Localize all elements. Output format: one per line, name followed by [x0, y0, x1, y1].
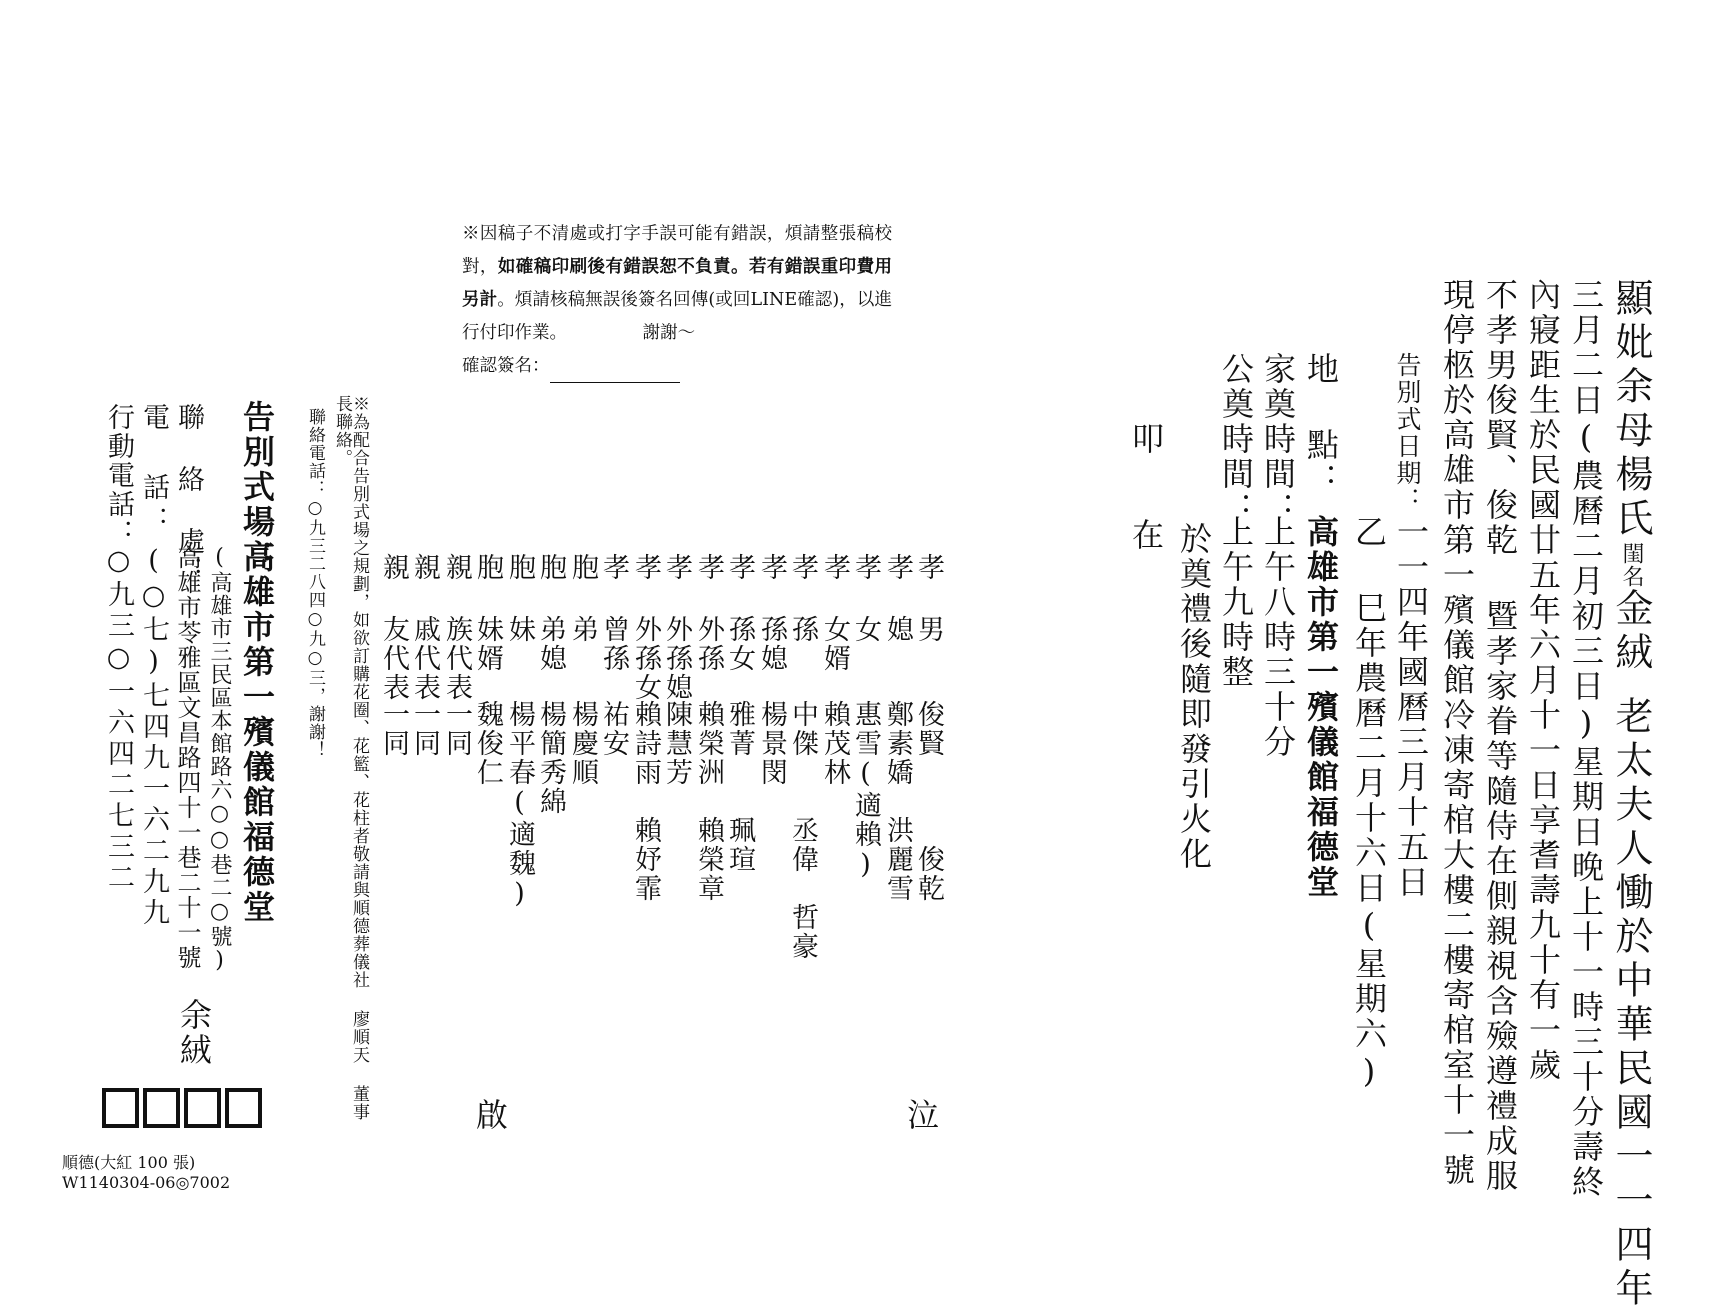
main-col-2: 三月二日(農曆二月初三日)星期日晚上十一時三十分壽終 [1567, 278, 1605, 1200]
notice-bold-text: 如確稿印刷後有錯誤恕不負責。若有錯誤重印費用另計 [462, 257, 893, 310]
venue-address: (高雄市三民區本館路六○○巷二○號) [207, 545, 232, 974]
notice-text-2: 。煩請核稿無誤後簽名回傳(或回LINE確認)，以進行付印作業。 [462, 290, 893, 343]
footer-line-2: W1140304-06◎7002 [62, 1173, 231, 1192]
family-rite-label: 家奠時間： [1259, 352, 1297, 527]
relative-role: 孝 外孫女 [630, 553, 661, 702]
venue-label: 告別式場： [238, 400, 276, 575]
qi-char: 泣 [902, 1098, 940, 1133]
notice-thanks: 謝謝～ [642, 323, 696, 343]
relative-names: 楊慶順 [567, 700, 598, 787]
relative-role: 孝 曾孫 [598, 553, 629, 673]
relative-role: 孝 外孫媳 [661, 553, 692, 702]
funeral-date-label: 告別式日期： [1393, 352, 1422, 514]
signature-box[interactable] [102, 1088, 139, 1128]
signature-box[interactable] [143, 1088, 180, 1128]
relative-role: 孝 男 [913, 553, 944, 644]
relative-names: 賴茂林 [819, 700, 850, 787]
relative-names: 賴榮洲 賴榮章 [693, 700, 724, 903]
lunar-date: 乙 巳年農曆二月十六日(星期六) [1350, 515, 1388, 1093]
relative-role: 孝 孫媳 [756, 553, 787, 673]
cremation-note: 於奠禮後隨即發引火化 [1175, 522, 1213, 872]
funeral-date-value: 一一四年國曆三月十五日 [1392, 515, 1430, 900]
relative-names: 魏俊仁 [472, 700, 503, 787]
proofread-notice [462, 218, 892, 383]
col1-part-a: 顯妣余母楊氏 [1609, 278, 1653, 542]
relative-role: 孝 外孫 [693, 553, 724, 673]
confirm-signature-label: 確認簽名： [462, 356, 550, 376]
flower-order-note: ※為配合告別式場之規劃，如欲訂購花圈、花籃、花柱者敬請與順德葬儀社 廖順天 董事長聯絡。 [332, 395, 369, 1121]
relative-role: 胞 妹婿 [472, 553, 503, 673]
relative-names: 賴詩雨 賴妤霏 [630, 700, 661, 903]
qi2-char: 啟 [471, 1098, 509, 1133]
main-col-4: 不孝男俊賢、俊乾 暨孝家眷等隨侍在側親視含殮遵禮成服 [1481, 278, 1519, 1194]
relative-names: 祐安 [598, 700, 629, 758]
main-col-3: 內寢距生於民國廿五年六月十一日享耆壽九十有一歲 [1524, 278, 1562, 1083]
mobile-value: ○九三○一六四二七三二 [103, 545, 134, 894]
confirm-signature-field[interactable] [550, 364, 680, 383]
signer-name: 余絨 [175, 998, 213, 1068]
contact-label: 聯 絡 處： [173, 403, 204, 585]
relative-role: 親 族代表 [441, 553, 472, 702]
relative-names: 一同 [409, 700, 440, 758]
relative-role: 孝 孫 [787, 553, 818, 644]
relative-names: 雅菁 珮瑄 [724, 700, 755, 874]
phone-label: 電 話： [138, 403, 169, 539]
place-value: 高雄市第一殯儀館福德堂 [1302, 515, 1340, 900]
kou-char: 叩 [1127, 422, 1165, 457]
relative-role: 孝 女 [850, 553, 881, 644]
relative-names: 楊簡秀綿 [535, 700, 566, 816]
relative-role: 胞 弟媳 [535, 553, 566, 673]
col1-part-c: 老太夫人慟於中華民國一一四年 [1609, 696, 1653, 1312]
flower-order-phone: 聯絡電話：○九三二八四○九○三，謝謝！ [305, 408, 325, 759]
public-rite-label: 公奠時間： [1217, 352, 1255, 527]
place-label: 地 點： [1302, 352, 1340, 498]
relative-names: 一同 [441, 700, 472, 758]
family-rite-value: 上午八時三十分 [1259, 515, 1297, 760]
relative-names: 惠雪(適賴) [850, 700, 881, 882]
main-col-5: 現停柩於高雄市第一殯儀館冷凍寄棺大樓二樓寄棺室十一號 [1438, 278, 1476, 1188]
relative-names: 鄭素嬌 洪麗雪 [882, 700, 913, 903]
mobile-label: 行動電話： [103, 403, 134, 548]
phone-value: (○七)七四九一六二九九 [138, 545, 169, 929]
main-col-1 [1609, 278, 1653, 1312]
relative-role: 胞 妹 [504, 553, 535, 644]
col1-part-b: 金絨 [1609, 588, 1653, 676]
relative-role: 胞 弟 [567, 553, 598, 644]
public-rite-value: 上午九時整 [1217, 515, 1255, 690]
relative-names: 俊賢 俊乾 [913, 700, 944, 903]
signature-box[interactable] [184, 1088, 221, 1128]
col1-small: 閨名 [1619, 542, 1644, 588]
relative-names: 一同 [378, 700, 409, 758]
relative-names: 陳慧芳 [661, 700, 692, 787]
zai-char: 在 [1127, 518, 1165, 553]
relative-role: 孝 媳 [882, 553, 913, 644]
relative-names: 楊景閔 [756, 700, 787, 787]
relative-role: 孝 女婿 [819, 553, 850, 673]
relative-role: 孝 孫女 [724, 553, 755, 673]
footer-line-1: 順德(大紅 100 張) [62, 1153, 196, 1172]
signature-boxes [102, 1088, 262, 1128]
contact-address: 高雄市苓雅區文昌路四十一巷二十一號 [173, 545, 201, 970]
relative-names: 中傑 丞偉 哲豪 [787, 700, 818, 961]
signature-box[interactable] [225, 1088, 262, 1128]
relative-role: 親 友代表 [378, 553, 409, 702]
relative-names: 楊平春(適魏) [504, 700, 535, 911]
notice-text-1: ※因稿子不清處或打字手誤可能有錯誤，煩請整張稿校對， [462, 224, 892, 277]
venue-value: 高雄市第一殯儀館福德堂 [238, 540, 276, 925]
relative-role: 親 戚代表 [409, 553, 440, 702]
